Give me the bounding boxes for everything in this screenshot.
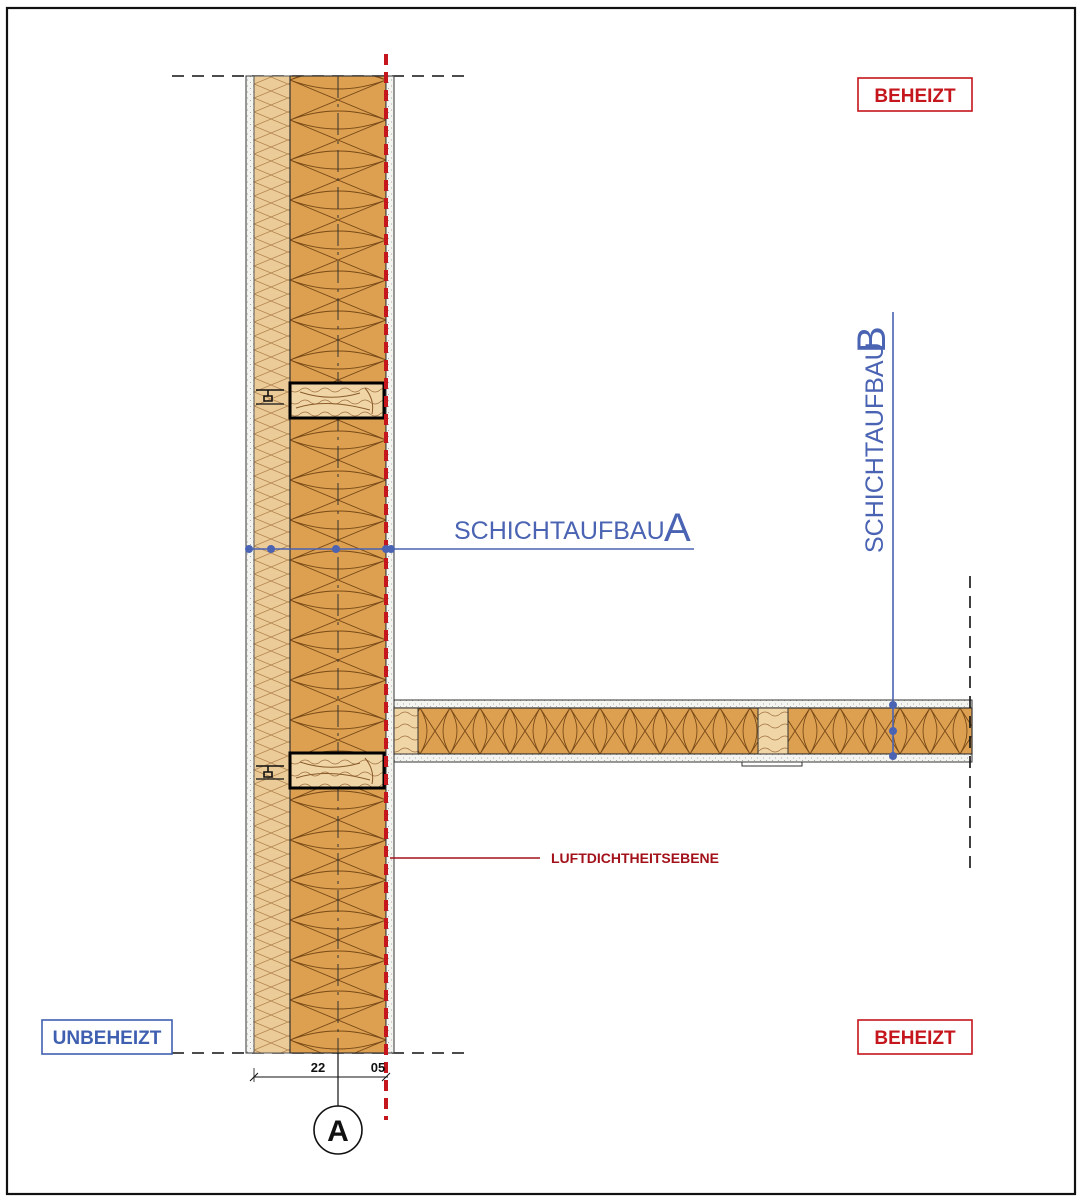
schichtaufbau-a-label: SCHICHTAUFBAU — [454, 517, 665, 545]
exterior-render-layer — [246, 76, 254, 1053]
frame-border — [7, 8, 1075, 1194]
interior-slab — [394, 700, 972, 766]
schichtaufbau-b-marker — [889, 312, 897, 760]
beheizt-bottom-label: BEHEIZT — [874, 1028, 956, 1049]
luftdichtheitsebene-label: LUFTDICHTHEITSEBENE — [551, 850, 719, 866]
schichtaufbau-b-label: SCHICHTAUFBAU — [861, 342, 889, 553]
section-marker-label: A — [327, 1115, 349, 1148]
schichtaufbau-a-letter: A — [664, 506, 691, 550]
dimension-05: 05 — [370, 1060, 386, 1075]
beheizt-top-label: BEHEIZT — [874, 86, 956, 107]
wood-fibre-board-layer — [254, 76, 290, 1053]
schichtaufbau-b-letter: B — [850, 326, 894, 353]
schichtaufbau-b-label-group — [850, 326, 894, 553]
dimension-22: 22 — [310, 1060, 326, 1075]
unbeheizt-label: UNBEHEIZT — [52, 1028, 162, 1049]
